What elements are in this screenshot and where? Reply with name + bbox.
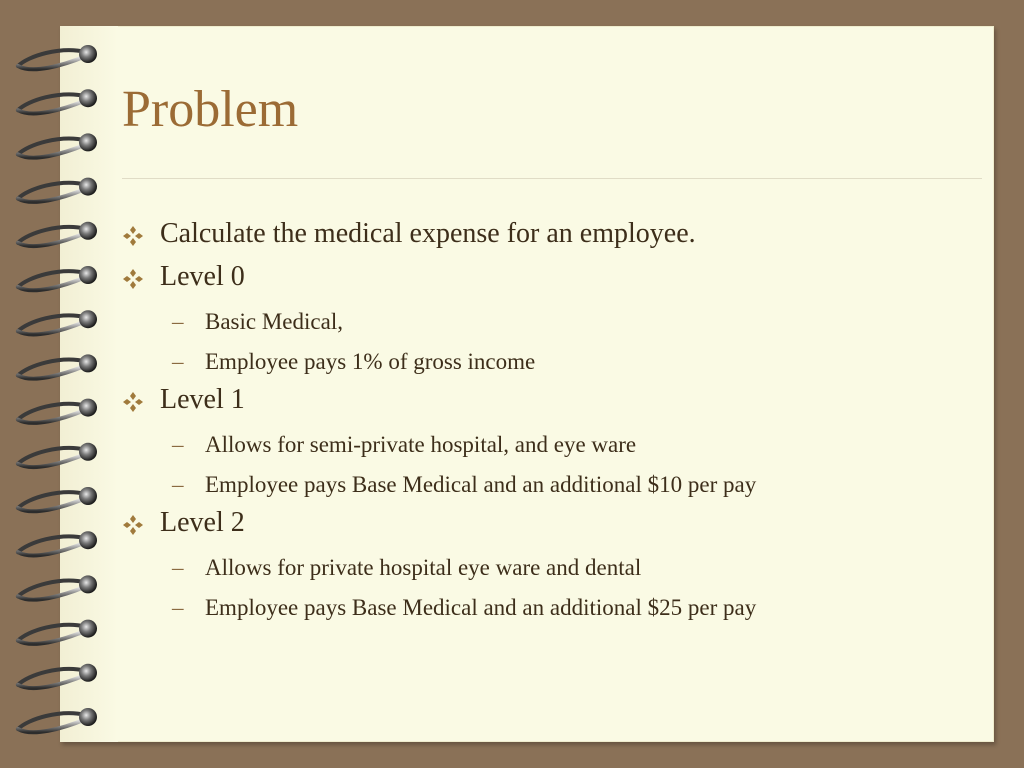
sub-list-item bbox=[122, 595, 982, 621]
list-item-text: Calculate the medical expense for an employee. bbox=[160, 218, 696, 249]
spiral-ring-icon bbox=[18, 708, 97, 732]
dash-bullet: – bbox=[172, 472, 184, 497]
bullet-list bbox=[122, 212, 982, 621]
sub-list-item bbox=[122, 349, 982, 375]
spiral-ring-icon bbox=[18, 310, 97, 334]
sub-list-item-text: Basic Medical, bbox=[205, 309, 343, 334]
dash-bullet: – bbox=[172, 595, 184, 620]
spiral-ring-icon bbox=[18, 354, 97, 378]
sub-list-item-text: Employee pays Base Medical and an additional $10 per pay bbox=[205, 472, 757, 497]
dash-bullet: – bbox=[172, 309, 184, 334]
spiral-ring-icon bbox=[18, 178, 97, 202]
spiral-ring-icon bbox=[18, 222, 97, 246]
list-item-text: Level 0 bbox=[160, 261, 245, 292]
list-item-text: Level 2 bbox=[160, 507, 245, 538]
list-item bbox=[122, 507, 982, 541]
list-item bbox=[122, 384, 982, 418]
sub-list-item-text: Employee pays Base Medical and an additional $25 per pay bbox=[205, 595, 757, 620]
dash-bullet: – bbox=[172, 432, 184, 457]
diamond-bullet-icon bbox=[122, 391, 144, 413]
diamond-bullet-icon bbox=[122, 514, 144, 536]
sub-list-item-text: Allows for private hospital eye ware and dental bbox=[205, 555, 642, 580]
spiral-ring-icon bbox=[18, 620, 97, 644]
list-item bbox=[122, 261, 982, 295]
title-divider bbox=[122, 178, 982, 179]
spiral-ring-icon bbox=[18, 575, 97, 599]
spiral-binding bbox=[0, 0, 120, 768]
dash-bullet: – bbox=[172, 555, 184, 580]
sub-list-item bbox=[122, 309, 982, 335]
spiral-ring-icon bbox=[18, 399, 97, 423]
list-item-text: Level 1 bbox=[160, 384, 245, 415]
spiral-ring-icon bbox=[18, 443, 97, 467]
sub-list-item-text: Employee pays 1% of gross income bbox=[205, 349, 536, 374]
sub-list-item bbox=[122, 472, 982, 498]
sub-list-item bbox=[122, 432, 982, 458]
diamond-bullet-icon bbox=[122, 268, 144, 290]
spiral-ring-icon bbox=[18, 487, 97, 511]
spiral-ring-icon bbox=[18, 89, 97, 113]
diamond-bullet-icon bbox=[122, 225, 144, 247]
list-item bbox=[122, 218, 982, 252]
spiral-ring-icon bbox=[18, 133, 97, 157]
spiral-ring-icon bbox=[18, 266, 97, 290]
sub-list-item bbox=[122, 555, 982, 581]
spiral-ring-icon bbox=[18, 664, 97, 688]
spiral-ring-icon bbox=[18, 45, 97, 69]
slide-title: Problem bbox=[122, 81, 299, 138]
dash-bullet: – bbox=[172, 349, 184, 374]
sub-list-item-text: Allows for semi-private hospital, and eye ware bbox=[205, 432, 637, 457]
spiral-ring-icon bbox=[18, 531, 97, 555]
